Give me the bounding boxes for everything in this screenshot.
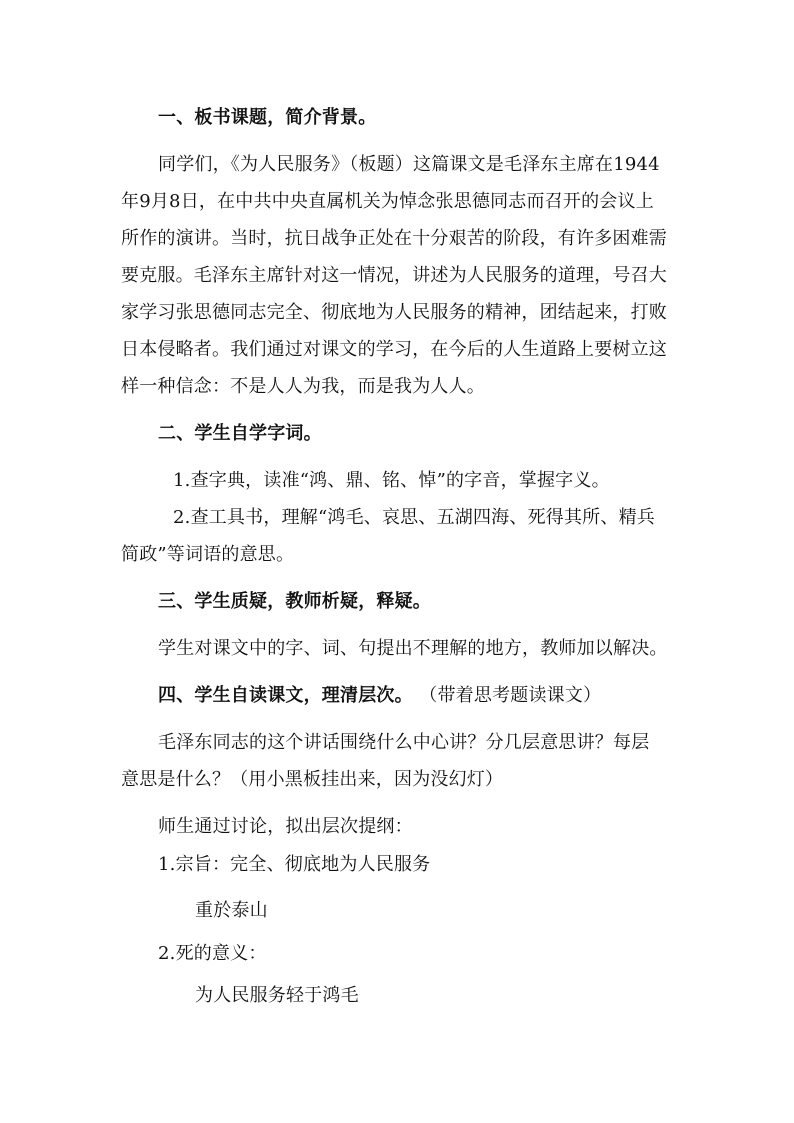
- outline-item: [158, 942, 267, 966]
- outline-item: [158, 853, 430, 877]
- section-heading-3: [158, 590, 431, 614]
- paragraph-line: [158, 153, 660, 177]
- section-heading-4-text: 四、学生自读课文，理清层次。: [158, 685, 413, 706]
- list-item-continuation: [121, 543, 294, 567]
- section-heading-1-text: 一、板书课题，简介背景。: [158, 107, 377, 128]
- paragraph-line-text: 所作的演讲。当时，抗日战争正处在十分艰苦的阶段，有许多困难需: [121, 228, 667, 249]
- paragraph-line: [121, 190, 654, 214]
- paragraph-line-text: 师生通过讨论，拟出层次提纲：: [158, 816, 413, 837]
- paragraph-line: [121, 264, 667, 288]
- paragraph-line-text: 样一种信念：不是人人为我，而是我为人人。: [121, 376, 485, 397]
- paragraph-line: [121, 301, 667, 325]
- outline-subitem: [195, 899, 268, 923]
- section-heading-3-text: 三、学生质疑，教师析疑，释疑。: [158, 591, 431, 612]
- list-item: [173, 506, 655, 530]
- paragraph-line: [158, 637, 668, 661]
- paragraph-line-text: 日本侵略者。我们通过对课文的学习，在今后的人生道路上要树立这: [121, 339, 667, 360]
- outline-item-text: 2.死的意义：: [158, 943, 267, 964]
- paragraph-line: [121, 227, 667, 251]
- outline-subitem: [195, 984, 359, 1008]
- outline-subitem-text: 为人民服务轻于鸿毛: [195, 985, 359, 1006]
- paragraph-line: [158, 815, 413, 839]
- paragraph-line-text: 家学习张思德同志完全、彻底地为人民服务的精神，团结起来，打败: [121, 302, 667, 323]
- section-heading-2: [158, 422, 322, 446]
- outline-item-text: 1.宗旨：完全、彻底地为人民服务: [158, 854, 431, 875]
- paragraph-line: [121, 768, 503, 792]
- section-heading-4: [158, 684, 601, 708]
- paragraph-line-text: 学生对课文中的字、词、句提出不理解的地方，教师加以解决。: [158, 638, 668, 659]
- paragraph-line: [158, 731, 649, 755]
- paragraph-line-text: 要克服。毛泽东主席针对这一情况，讲述为人民服务的道理，号召大: [121, 265, 667, 286]
- section-heading-4-note: （带着思考题读课文）: [419, 685, 602, 706]
- paragraph-line: [121, 338, 667, 362]
- section-heading-2-text: 二、学生自学字词。: [158, 423, 322, 444]
- paragraph-line-text: 意思是什么？（用小黑板挂出来，因为没幻灯）: [121, 769, 504, 790]
- outline-subitem-text: 重於泰山: [195, 900, 268, 921]
- section-heading-1: [158, 106, 376, 130]
- paragraph-line-text: 同学们，《为人民服务》（板题）这篇课文是毛泽东主席在1944: [158, 154, 660, 175]
- list-item-continuation-text: 简政”等词语的意思。: [121, 544, 295, 565]
- paragraph-line: [121, 375, 485, 399]
- list-item-text: 2.查工具书，理解“鸿毛、哀思、五湖四海、死得其所、精兵: [173, 507, 655, 528]
- list-item: [173, 469, 610, 493]
- paragraph-line-text: 年9月8日，在中共中央直属机关为悼念张思德同志而召开的会议上: [121, 191, 654, 212]
- list-item-text: 1.查字典，读准“鸿、鼎、铭、悼”的字音，掌握字义。: [173, 470, 610, 491]
- paragraph-line-text: 毛泽东同志的这个讲话围绕什么中心讲？分几层意思讲？每层: [158, 732, 650, 753]
